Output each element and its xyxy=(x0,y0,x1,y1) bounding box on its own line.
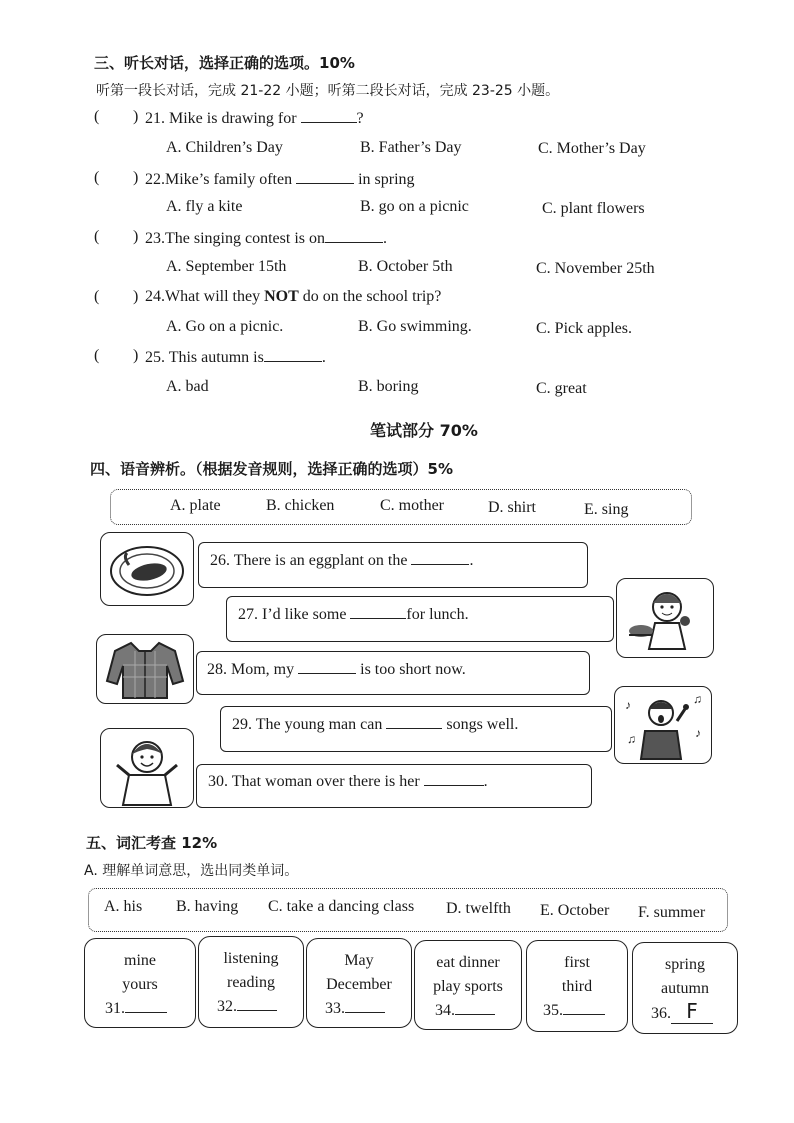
vocab-group-33 xyxy=(306,938,412,1028)
answer-blank[interactable] xyxy=(345,998,385,1013)
answer-blank[interactable] xyxy=(301,108,357,123)
answer-blank[interactable] xyxy=(455,1000,495,1015)
group-word: first xyxy=(564,954,590,971)
plate-eggplant-icon xyxy=(101,533,193,605)
sentence-27: 27. I’d like some for lunch. xyxy=(238,606,469,623)
vocab-option: B. having xyxy=(176,898,239,915)
answer-paren-open: ( xyxy=(94,169,100,186)
group-word: play sports xyxy=(433,978,503,995)
vocab-group-32 xyxy=(198,936,304,1028)
group-word: eat dinner xyxy=(436,954,500,971)
sentence-29: 29. The young man can songs well. xyxy=(232,716,519,733)
question-22: 22.Mike’s family often in spring xyxy=(145,171,415,188)
option-a: A. Children’s Day xyxy=(166,139,283,156)
answer-paren-open: ( xyxy=(94,108,100,125)
group-word: third xyxy=(561,978,593,995)
vocab-option: E. October xyxy=(540,902,610,919)
group-word: autumn xyxy=(661,980,709,997)
answer-blank[interactable]: F xyxy=(671,1001,713,1024)
group-word: reading xyxy=(227,974,275,991)
plate-picture xyxy=(100,532,194,606)
vocab-option: F. summer xyxy=(638,904,706,921)
phonics-option: B. chicken xyxy=(266,497,335,514)
answer-blank[interactable] xyxy=(350,604,406,619)
group-word: mine xyxy=(124,952,156,969)
shirt-icon xyxy=(97,635,193,703)
svg-text:♫: ♫ xyxy=(693,692,702,706)
answer-blank[interactable] xyxy=(563,1000,605,1015)
vocab-option: A. his xyxy=(104,898,143,915)
option-a: A. September 15th xyxy=(166,258,287,275)
answer-paren-open: ( xyxy=(94,288,100,305)
answer-blank[interactable] xyxy=(264,347,322,362)
vocab-option: D. twelfth xyxy=(446,900,511,917)
answer-blank[interactable] xyxy=(125,998,167,1013)
phonics-option: A. plate xyxy=(170,497,221,514)
group-word: December xyxy=(326,976,392,993)
vocab-group-35 xyxy=(526,940,628,1032)
option-a: A. bad xyxy=(166,378,209,395)
svg-text:♫: ♫ xyxy=(627,732,636,746)
answer-blank[interactable] xyxy=(298,659,356,674)
answer-paren-open: ( xyxy=(94,347,100,364)
section3-instruction: 听第一段长对话，完成 21-22 小题；听第二段长对话，完成 23-25 小题。 xyxy=(96,83,560,99)
vocab-group-34 xyxy=(414,940,522,1030)
question-24: 24.What will they NOT do on the school trip? xyxy=(145,288,442,305)
smiling-woman-icon xyxy=(101,729,193,807)
section5-title: 五、词汇考查 12% xyxy=(86,834,218,852)
vocab-option: C. take a dancing class xyxy=(268,898,415,915)
girl-chicken-icon xyxy=(617,579,713,657)
question-25: 25. This autumn is . xyxy=(145,349,326,366)
answer-blank[interactable] xyxy=(386,714,442,729)
option-b: B. boring xyxy=(358,378,419,395)
question-21: 21. Mike is drawing for ? xyxy=(145,110,364,127)
section3-title: 三、听长对话，选择正确的选项。10% xyxy=(94,54,355,72)
group-answer-line[interactable]: 34. xyxy=(415,999,521,1023)
answer-paren-close: ) xyxy=(133,228,139,245)
shirt-picture xyxy=(96,634,194,704)
group-answer-line[interactable]: 35. xyxy=(527,999,627,1023)
section4-title: 四、语音辨析。（根据发音规则，选择正确的选项）5% xyxy=(90,460,453,478)
answer-paren-close: ) xyxy=(133,169,139,186)
sentence-30: 30. That woman over there is her . xyxy=(208,773,488,790)
vocab-group-31 xyxy=(84,938,196,1028)
phonics-option: C. mother xyxy=(380,497,444,514)
option-c: C. Pick apples. xyxy=(536,320,632,337)
answer-blank[interactable] xyxy=(424,771,484,786)
option-a: A. fly a kite xyxy=(166,198,243,215)
option-b: B. go on a picnic xyxy=(360,198,469,215)
section5-subtitle: A. 理解单词意思，选出同类单词。 xyxy=(84,863,299,879)
group-answer-line[interactable]: 32. xyxy=(199,995,303,1019)
man-singing-icon xyxy=(615,687,711,763)
question-23: 23.The singing contest is on . xyxy=(145,230,387,247)
woman-picture xyxy=(100,728,194,808)
group-word: yours xyxy=(122,976,158,993)
svg-text:♪: ♪ xyxy=(625,698,631,712)
girl-chicken-picture xyxy=(616,578,714,658)
option-b: B. October 5th xyxy=(358,258,453,275)
group-word: listening xyxy=(223,950,279,967)
answer-paren-open: ( xyxy=(94,228,100,245)
option-a: A. Go on a picnic. xyxy=(166,318,284,335)
sentence-28: 28. Mom, my is too short now. xyxy=(207,661,466,678)
answer-paren-close: ) xyxy=(133,108,139,125)
answer-blank[interactable] xyxy=(296,169,354,184)
option-c: C. Mother’s Day xyxy=(538,140,646,157)
group-word: May xyxy=(344,952,374,969)
option-c: C. great xyxy=(536,380,587,397)
option-c: C. plant flowers xyxy=(542,200,645,217)
answer-blank[interactable] xyxy=(411,550,469,565)
answer-blank[interactable] xyxy=(325,228,383,243)
option-b: B. Father’s Day xyxy=(360,139,462,156)
option-c: C. November 25th xyxy=(536,260,655,277)
phonics-option: E. sing xyxy=(584,501,629,518)
option-b: B. Go swimming. xyxy=(358,318,472,335)
phonics-option: D. shirt xyxy=(488,499,536,516)
sentence-26: 26. There is an eggplant on the . xyxy=(210,552,474,569)
group-answer-line[interactable]: 31. xyxy=(85,997,195,1021)
group-answer-line[interactable]: 33. xyxy=(307,997,411,1021)
svg-text:♪: ♪ xyxy=(695,726,701,740)
answer-paren-close: ) xyxy=(133,288,139,305)
singer-picture xyxy=(614,686,712,764)
vocab-group-36 xyxy=(632,942,738,1034)
answer-blank[interactable] xyxy=(237,996,277,1011)
written-part-title: 笔试部分 70% xyxy=(370,421,478,440)
answer-paren-close: ) xyxy=(133,347,139,364)
group-word: spring xyxy=(665,956,705,973)
group-answer-line[interactable]: 36. F xyxy=(633,1001,737,1026)
